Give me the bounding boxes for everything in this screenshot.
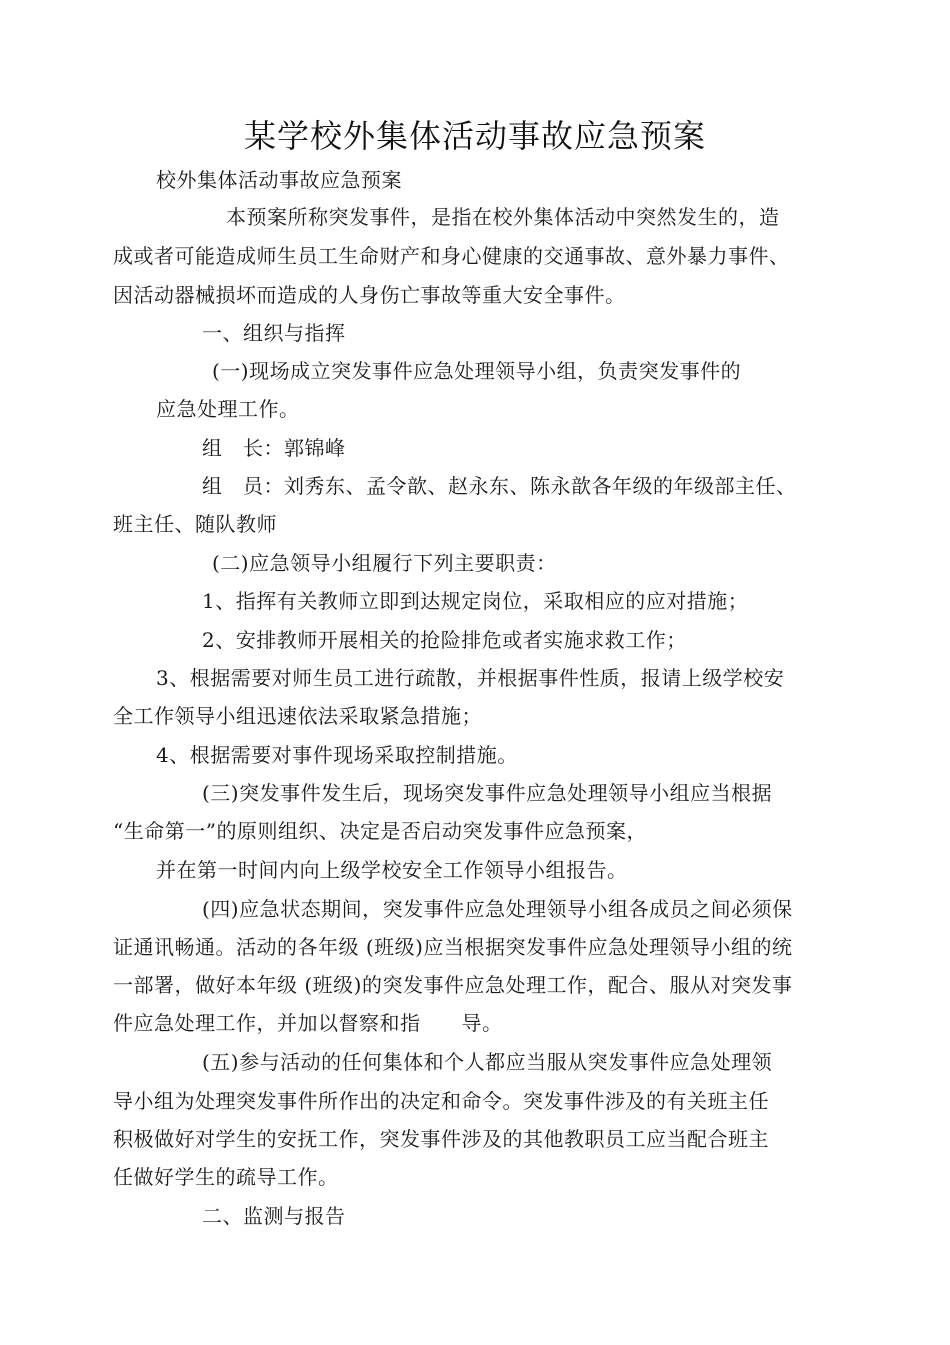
paragraph-line: (五)参与活动的任何集体和个人都应当服从突发事件应急处理领 — [202, 1050, 773, 1074]
paragraph-line: “生命第一”的原则组织、决定是否启动突发事件应急预案， — [113, 819, 647, 843]
paragraph-line: 应急处理工作。 — [156, 397, 300, 421]
paragraph-line: 4、根据需要对事件现场采取控制措施。 — [156, 743, 518, 767]
paragraph-line: 导小组为处理突发事件所作出的决定和命令。突发事件涉及的有关班主任 — [113, 1089, 769, 1113]
section-heading: 二、监测与报告 — [202, 1204, 346, 1228]
paragraph-line: 件应急处理工作，并加以督察和指 导。 — [113, 1011, 503, 1035]
paragraph-line: 2、安排教师开展相关的抢险排危或者实施求救工作； — [202, 628, 687, 652]
document-subtitle: 校外集体活动事故应急预案 — [156, 168, 402, 192]
paragraph-line: 全工作领导小组迅速依法采取紧急措施； — [113, 704, 482, 728]
paragraph-line: 成或者可能造成师生员工生命财产和身心健康的交通事故、意外暴力事件、 — [113, 244, 790, 268]
paragraph-line: (二)应急领导小组履行下列主要职责： — [212, 551, 557, 575]
paragraph-line: 组 长：郭锦峰 — [202, 436, 346, 460]
paragraph-line: 任做好学生的疏导工作。 — [113, 1165, 339, 1189]
paragraph-line: 积极做好对学生的安抚工作，突发事件涉及的其他教职员工应当配合班主 — [113, 1127, 769, 1151]
paragraph-line: 1、指挥有关教师立即到达规定岗位，采取相应的应对措施； — [202, 589, 749, 613]
paragraph-line: (三)突发事件发生后，现场突发事件应急处理领导小组应当根据 — [202, 781, 773, 805]
paragraph-line: (四)应急状态期间，突发事件应急处理领导小组各成员之间必须保 — [202, 897, 793, 921]
paragraph-line: 班主任、随队教师 — [113, 512, 277, 536]
paragraph-line: (一)现场成立突发事件应急处理领导小组，负责突发事件的 — [212, 359, 742, 383]
paragraph-line: 证通讯畅通。活动的各年级 (班级)应当根据突发事件应急处理领导小组的统 — [113, 935, 793, 959]
section-heading: 一、组织与指挥 — [202, 321, 346, 345]
paragraph-line: 一部署，做好本年级 (班级)的突发事件应急处理工作，配合、服从对突发事 — [113, 973, 793, 997]
paragraph-line: 并在第一时间内向上级学校安全工作领导小组报告。 — [156, 858, 628, 882]
paragraph-line: 3、根据需要对师生员工进行疏散，并根据事件性质，报请上级学校安 — [156, 666, 785, 690]
paragraph-line: 本预案所称突发事件，是指在校外集体活动中突然发生的，造 — [226, 205, 780, 229]
document-title: 某学校外集体活动事故应急预案 — [243, 117, 706, 155]
paragraph-line: 因活动器械损坏而造成的人身伤亡事故等重大安全事件。 — [113, 283, 626, 307]
paragraph-line: 组 员：刘秀东、孟令歆、赵永东、陈永歆各年级的年级部主任、 — [202, 474, 797, 498]
